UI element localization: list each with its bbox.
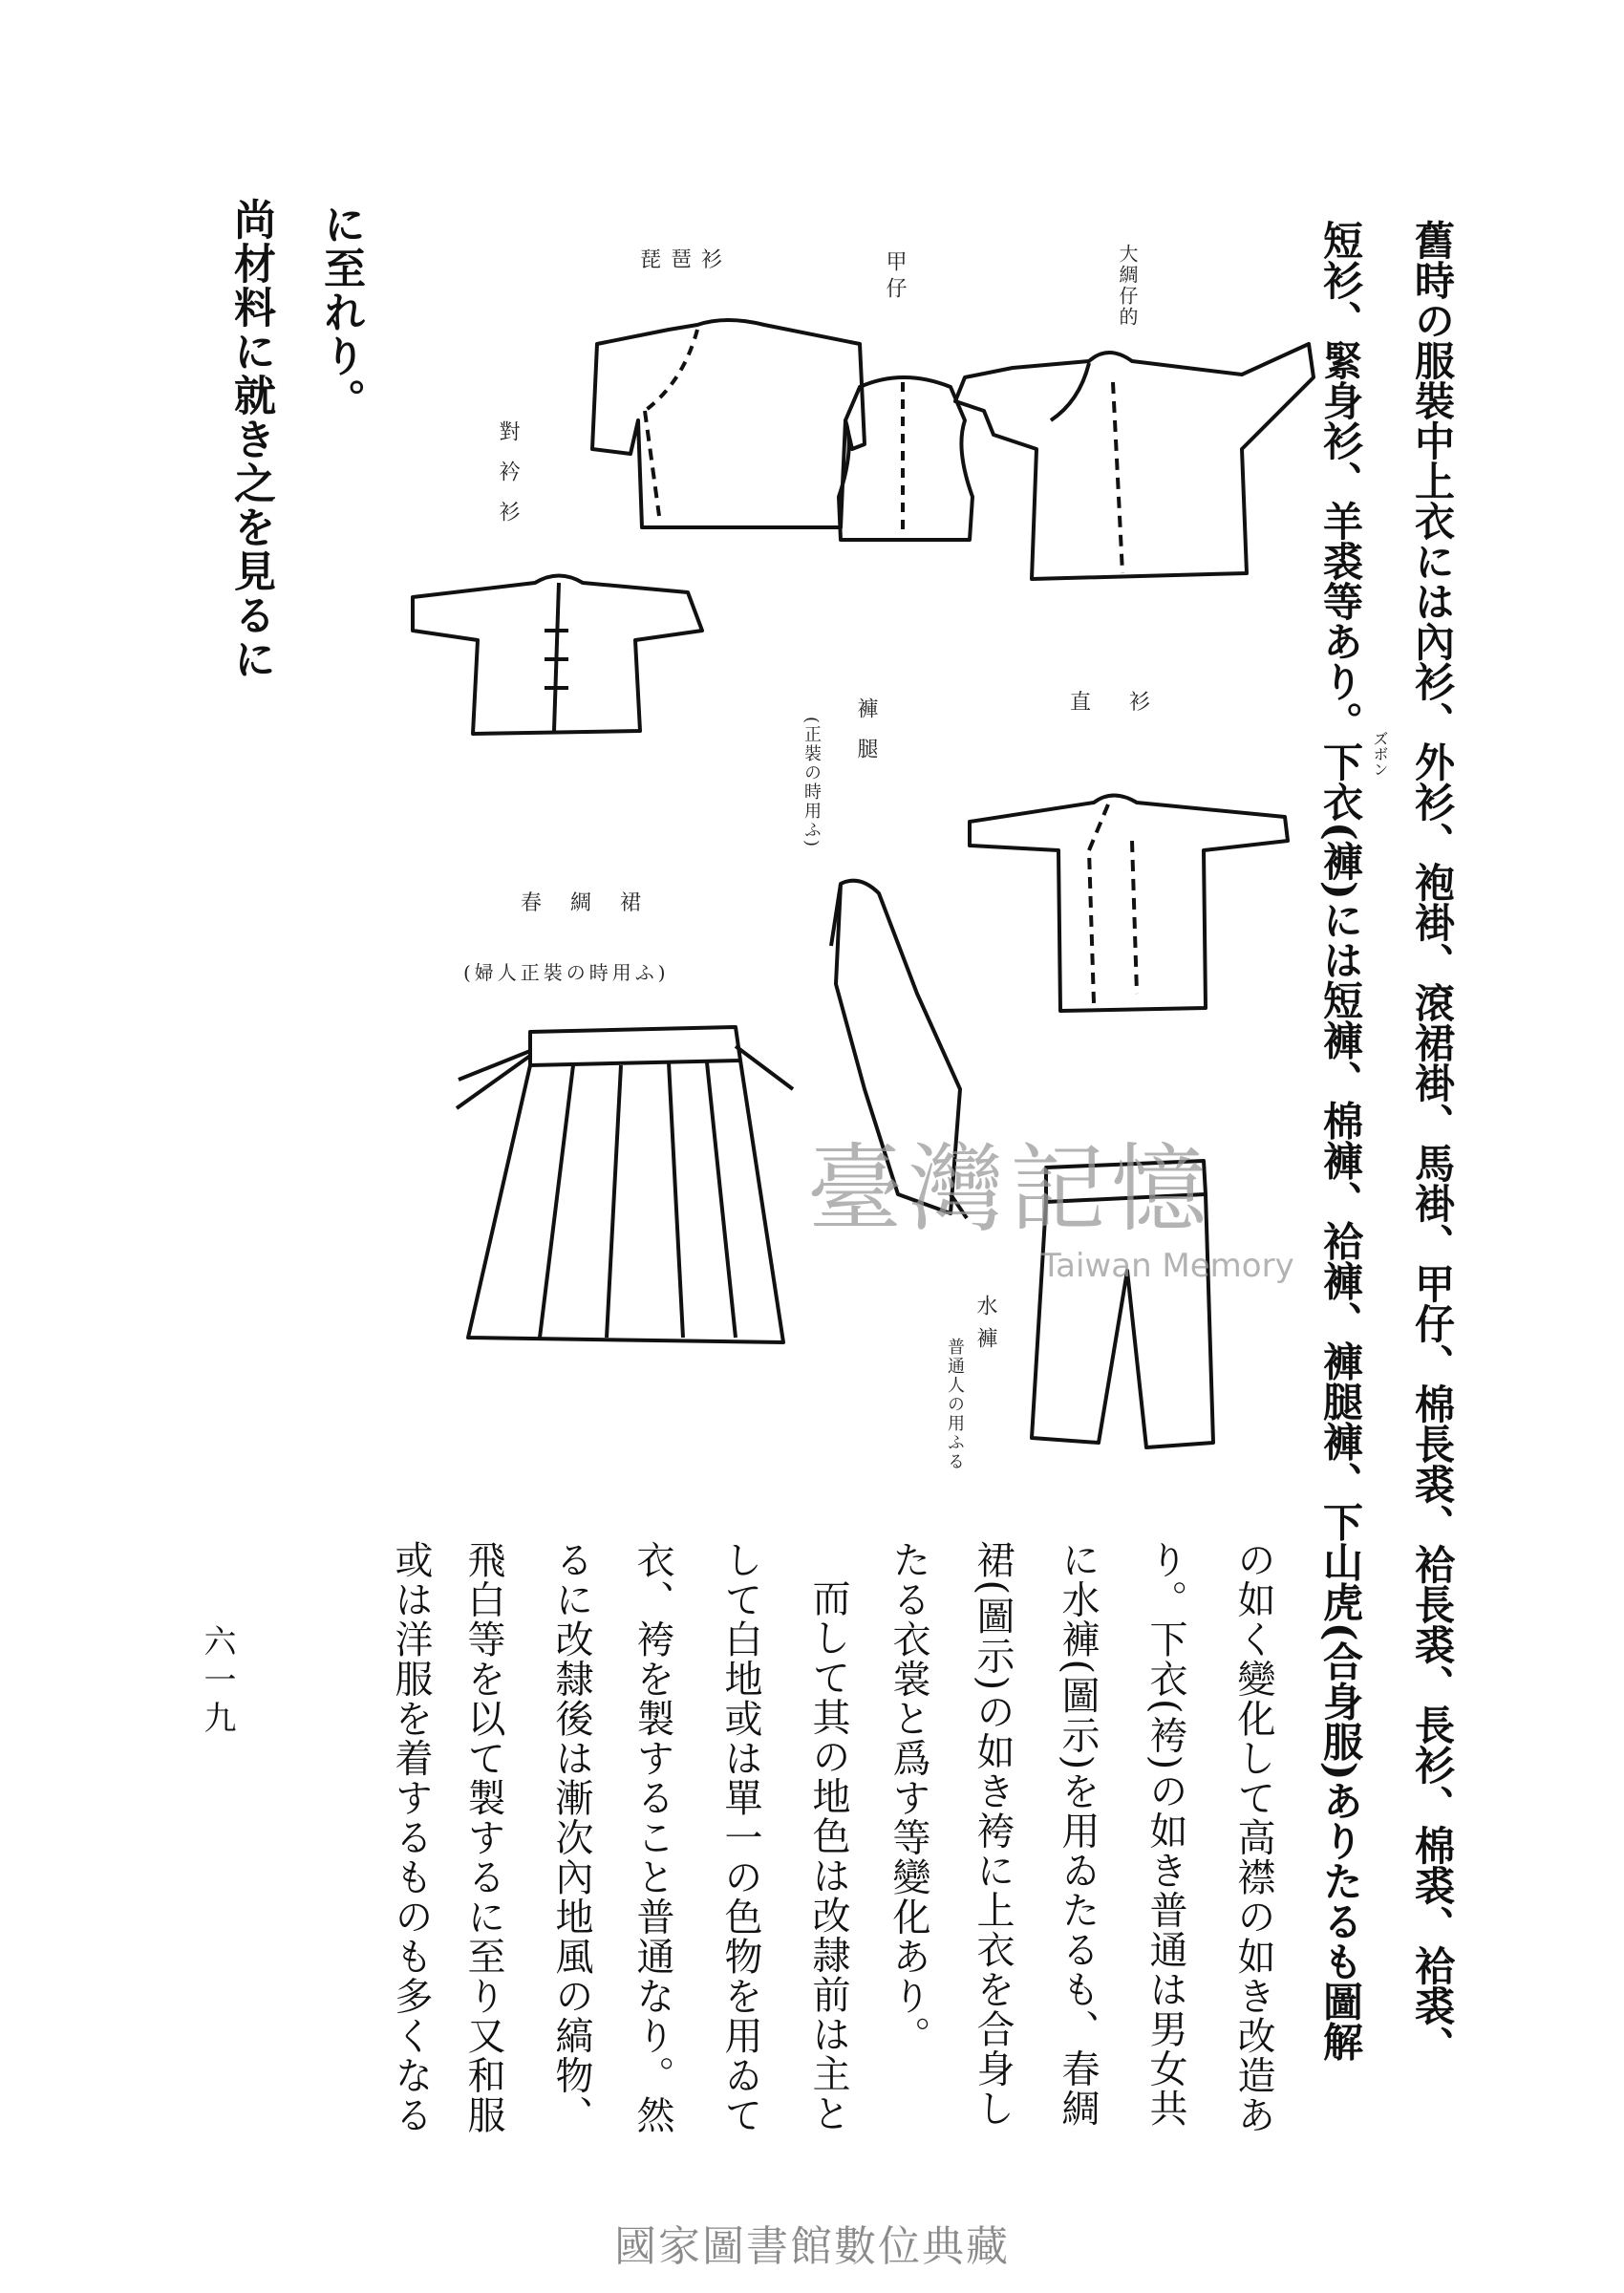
pipa-shan-drawing [592, 320, 865, 527]
label-ku-tui-note: (正裝の時用ふ) [801, 717, 822, 849]
label-ku-tui: 褲腿 [854, 697, 878, 778]
text-column-9: して白地或は單一の色物を用ゐて [718, 1540, 762, 2135]
dui-jin-drawing [413, 576, 702, 735]
da-jin-drawing [955, 344, 1314, 579]
watermark-text: Taiwan Memory [1041, 1247, 1294, 1285]
footer-source: 國家圖書館數位典藏 [614, 2222, 1010, 2271]
label-chun-chou-qun-note: (婦人正裝の時用ふ) [463, 961, 670, 984]
text-column-5: に水褲(圖示)を用ゐたるも、春綢 [1056, 1540, 1100, 2129]
text-column-2: 短衫、緊身衫、羊裘等あり。下衣(褲)には短褲、棉褲、袷褲、褲腿褲、下山虎(合身服)ありたるも圖解 [1317, 220, 1364, 2062]
page-number: 六一九 [198, 1624, 236, 1739]
label-shui-ku-note: 普通人の用ふる [945, 1338, 965, 1471]
label-pipa-shan: 琵琶衫 [640, 248, 733, 272]
label-da-jin: 大綢仔的 [1116, 244, 1139, 328]
text-column-4: り。下衣(袴)の如き普通は男女共 [1143, 1540, 1187, 2129]
text-column-10: 衣、袴を製すること普通なり。然 [630, 1540, 674, 2135]
text-column-13: 或は洋服を着するものも多くなる [389, 1540, 433, 2135]
label-chun-chou-qun: 春綢裙 [521, 891, 671, 915]
label-dui-jin: 對衿衫 [496, 420, 520, 541]
jia-zai-drawing [839, 377, 972, 540]
chun-chou-qun-drawing [457, 1027, 793, 1342]
text-column-12: 飛白等を以て製するに至り又和服 [461, 1540, 505, 2135]
label-jia-zai: 甲仔 [883, 250, 907, 304]
text-column-3: の如く變化して高襟の如き改造あ [1231, 1540, 1275, 2135]
text-column-11: るに改隸後は漸次內地風の縞物、 [549, 1540, 593, 2135]
label-zhi-shan: 直衫 [1070, 691, 1189, 715]
text-column-15: 尚材料に就き之を見るに [226, 198, 275, 681]
text-column-1: 舊時の服裝中上衣には內衫、外衫、袍褂、滾裙褂、馬褂、甲仔、棉長裘、袷長裘、長衫、棉裘、袷裘、 [1409, 220, 1456, 2066]
label-shui-ku: 水褲 [973, 1295, 997, 1360]
watermark-logo: 臺灣記憶 [807, 1133, 1212, 1245]
zhi-shan-drawing [970, 796, 1288, 1012]
text-column-7: たる衣裳と爲す等變化あり。 [887, 1540, 930, 2056]
text-column-6: 裙(圖示)の如き袴に上衣を合身し [971, 1540, 1015, 2129]
text-column-8: 而して其の地色は改隷前は主と [806, 1578, 850, 2133]
text-column-14: に至れり。 [316, 203, 365, 422]
ruby-zubon: ズボン [1371, 731, 1389, 777]
